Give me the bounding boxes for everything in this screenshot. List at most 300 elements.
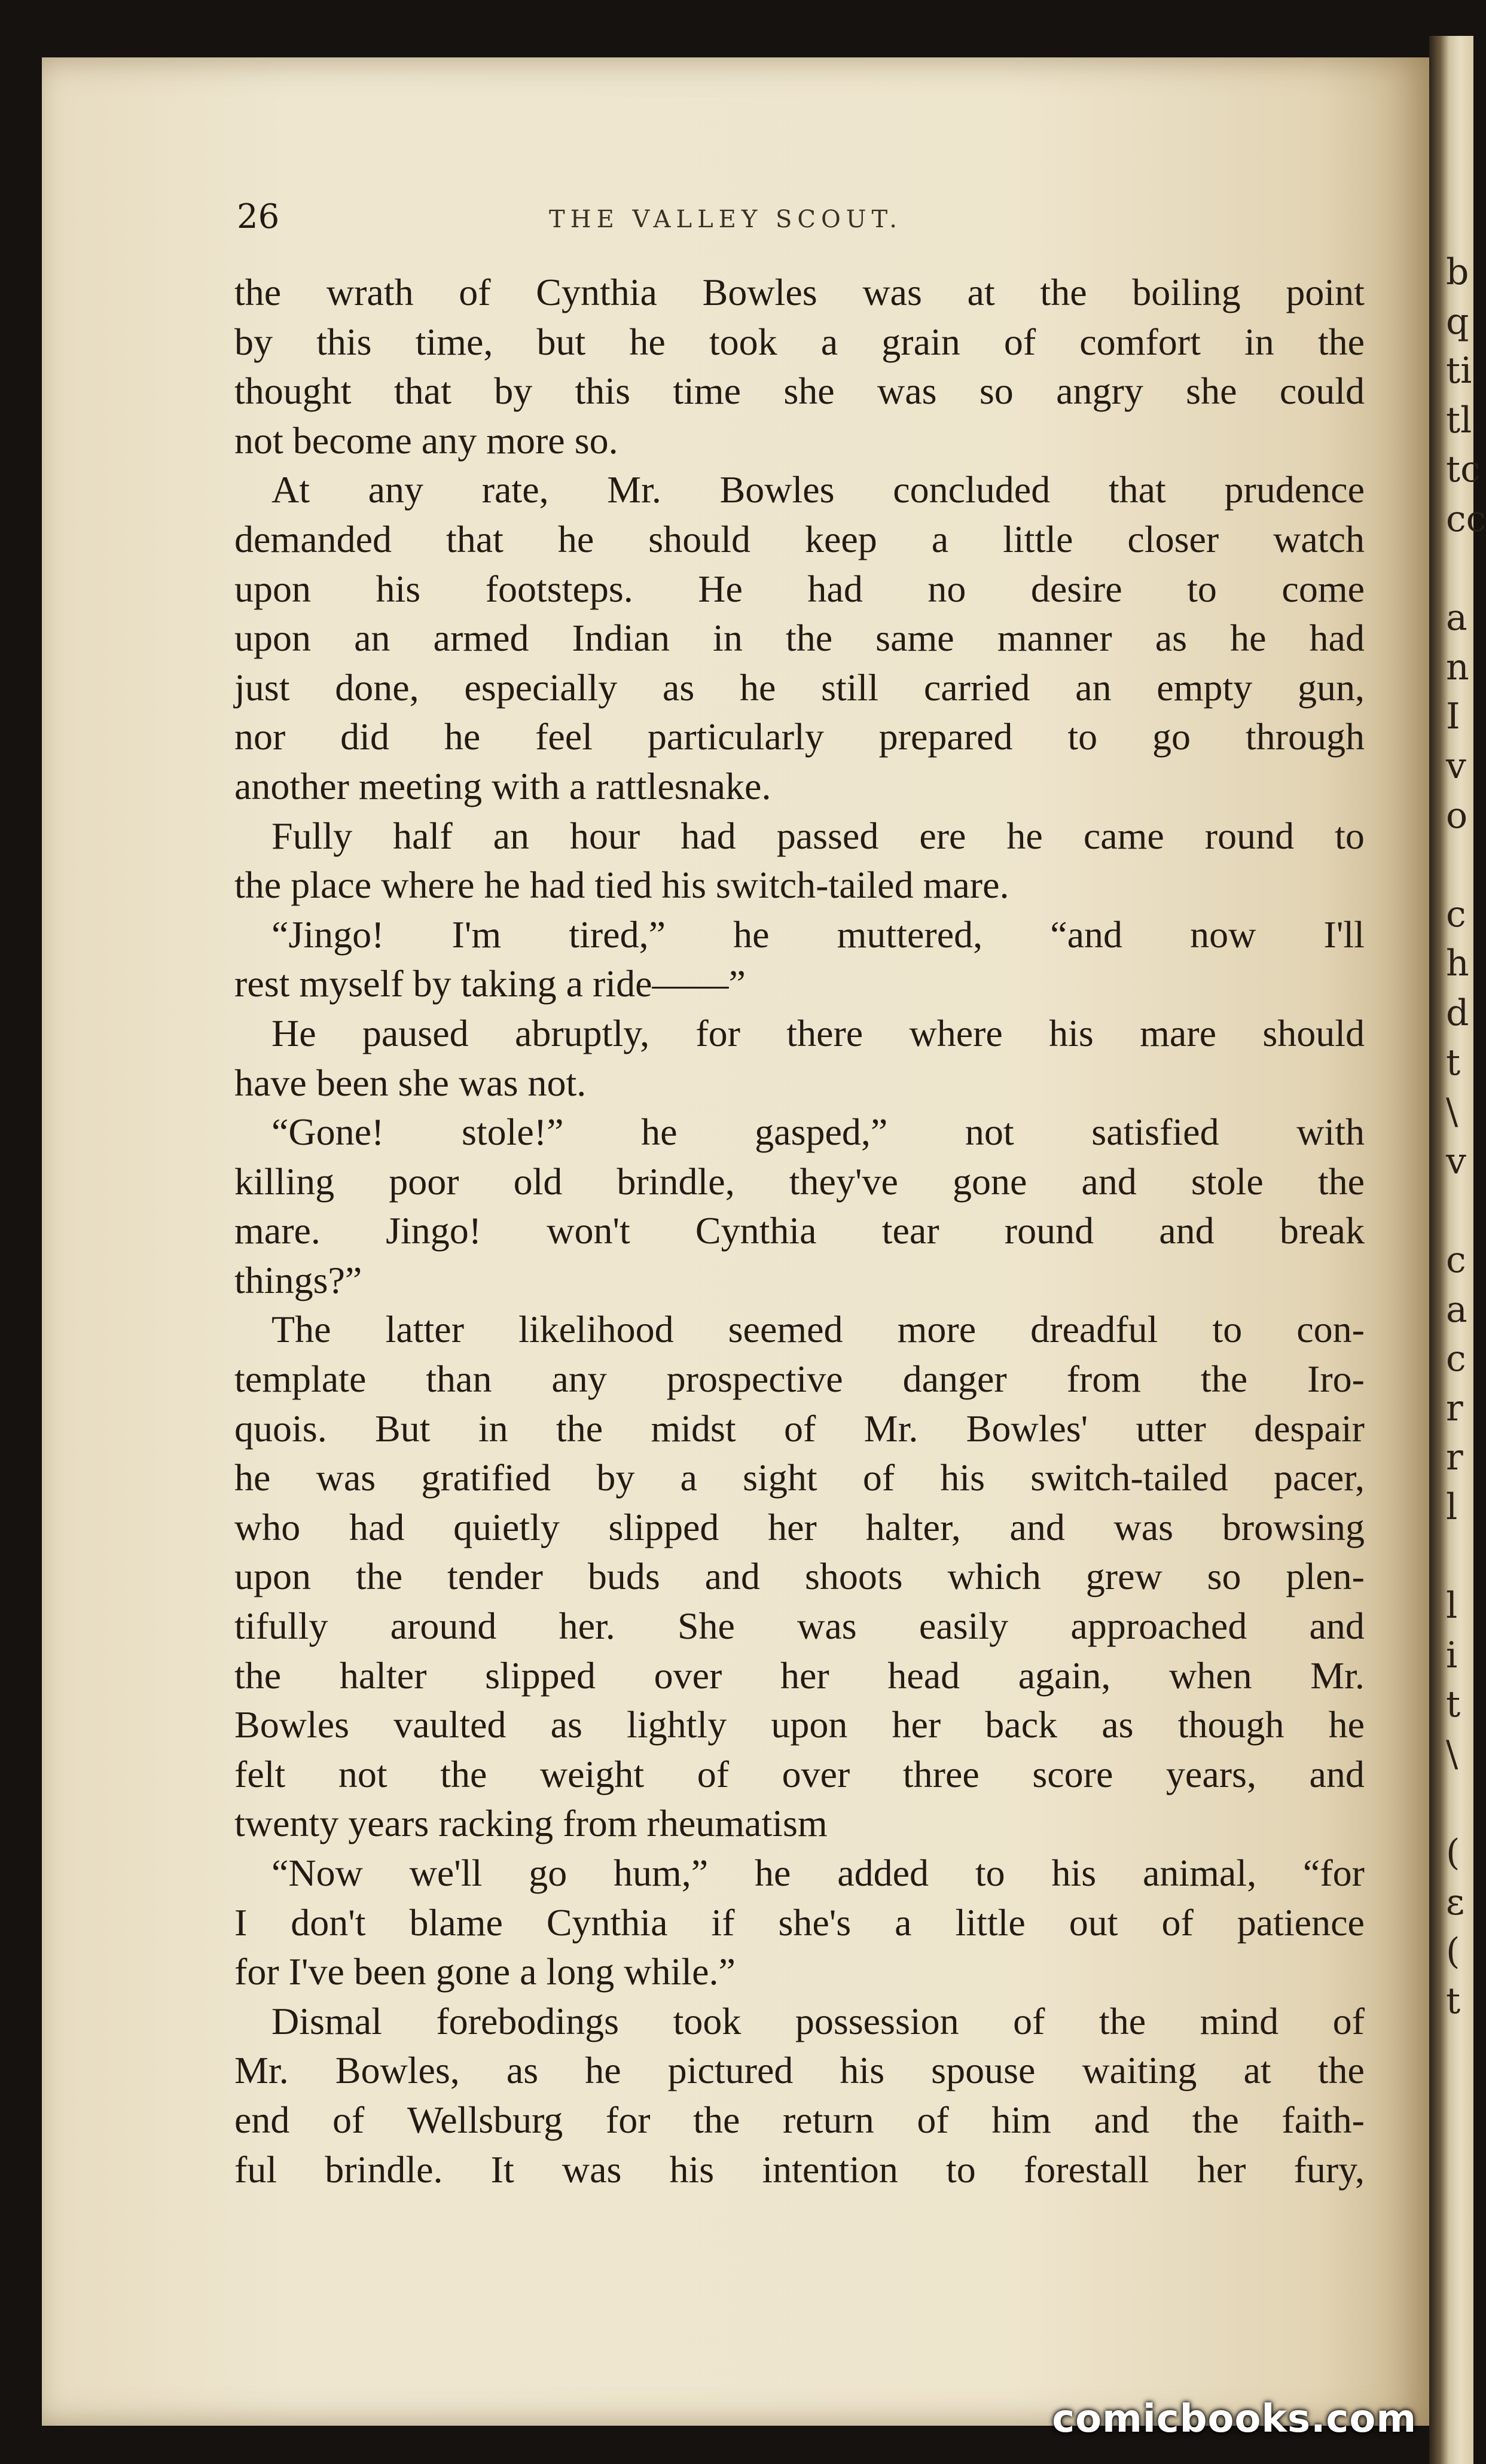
word: footsteps.	[485, 567, 633, 610]
word: as	[662, 666, 695, 709]
word: armed	[433, 617, 529, 660]
word: came	[1083, 814, 1164, 857]
word: he	[739, 666, 776, 709]
word: grew	[1085, 1555, 1162, 1598]
word: years,	[1165, 1752, 1256, 1795]
word: than	[426, 1358, 492, 1401]
word: upon	[234, 1555, 311, 1598]
word: blame	[409, 1901, 503, 1944]
word: prepared	[878, 715, 1013, 758]
word: Bowles'	[966, 1407, 1088, 1450]
word: pictured	[667, 2049, 794, 2092]
next-page-letter: d	[1446, 992, 1469, 1034]
word: upon	[234, 567, 311, 610]
word: a	[680, 1456, 697, 1499]
text-line	[234, 2046, 1365, 2096]
word: a	[569, 764, 596, 807]
word: sight	[743, 1456, 817, 1499]
word: from	[1066, 1358, 1141, 1401]
word: so	[979, 370, 1014, 413]
next-page-letter: v	[1446, 745, 1466, 787]
word: the	[1040, 271, 1087, 313]
word: browsing	[1222, 1505, 1365, 1548]
word: switch-tailed	[1030, 1456, 1228, 1499]
word: I	[234, 1901, 248, 1944]
word: desire	[1030, 567, 1122, 610]
word: the	[440, 1752, 487, 1795]
word: he	[733, 913, 770, 956]
word: his	[1051, 1852, 1097, 1894]
word: more	[486, 419, 575, 462]
word: patience	[1237, 1901, 1365, 1944]
word: this	[575, 370, 630, 413]
next-page-letter: o	[1446, 794, 1468, 837]
word: any	[551, 1358, 607, 1401]
word: as	[506, 2049, 539, 2092]
word: and	[1081, 1160, 1137, 1203]
next-page-letter: tl	[1446, 399, 1472, 441]
word: the	[1099, 1999, 1146, 2042]
word: taking	[460, 962, 566, 1005]
word: again,	[1018, 1654, 1111, 1697]
word: carried	[923, 666, 1030, 709]
word: if	[711, 1901, 735, 1944]
word: Indian	[572, 617, 670, 660]
word: likelihood	[518, 1308, 674, 1351]
word: been	[316, 1061, 398, 1104]
word: her	[768, 1505, 817, 1548]
word: his	[840, 2049, 885, 2092]
word: animal,	[1142, 1852, 1257, 1894]
word: by	[596, 1456, 635, 1499]
word: an	[354, 617, 390, 660]
word: halter	[339, 1654, 427, 1697]
word: spouse	[931, 2049, 1036, 2092]
text-line	[234, 2145, 1365, 2195]
word: a	[931, 517, 949, 560]
word: slipped	[485, 1654, 596, 1697]
word: as	[550, 1703, 582, 1746]
next-page-letter: t	[1446, 1684, 1461, 1726]
next-page-letter: (	[1446, 1931, 1460, 1973]
word: he	[641, 1111, 678, 1154]
word: he	[1230, 617, 1267, 660]
word: plen-	[1286, 1555, 1365, 1598]
word: and	[704, 1555, 761, 1598]
next-page-letter: t	[1446, 1980, 1461, 2022]
word: The	[271, 1308, 331, 1351]
word: thought	[234, 370, 352, 413]
next-page-letter: v	[1446, 1140, 1466, 1182]
word: same	[875, 617, 954, 660]
word: his	[376, 567, 421, 610]
word: she	[783, 370, 835, 413]
next-page-letter: t	[1446, 1041, 1461, 1084]
word: been	[353, 1950, 436, 1993]
word: tifully	[234, 1605, 328, 1648]
word: the	[234, 864, 291, 907]
word: who	[234, 1505, 301, 1548]
word: half	[393, 814, 453, 857]
text-line	[234, 1404, 1365, 1454]
text-line	[234, 1355, 1365, 1404]
next-page-letter: b	[1446, 251, 1469, 293]
word: he	[1006, 814, 1043, 857]
word: and	[1309, 1605, 1365, 1648]
text-line	[234, 1059, 1365, 1108]
word: possession	[795, 1999, 959, 2042]
word: wrath	[326, 271, 414, 313]
word: hum,”	[614, 1852, 709, 1894]
word: old	[513, 1160, 563, 1203]
word: Fully	[271, 814, 353, 857]
word: was	[458, 1061, 528, 1104]
word: of	[784, 1407, 816, 1450]
word: he	[444, 715, 481, 758]
next-page-letter: r	[1446, 1437, 1463, 1479]
word: her	[1197, 2148, 1246, 2191]
word: not	[234, 419, 293, 462]
word: that	[393, 370, 451, 413]
word: “and	[1050, 913, 1123, 956]
word: did	[340, 715, 389, 758]
text-line	[234, 1503, 1365, 1553]
word: round	[1004, 1209, 1094, 1252]
word: we'll	[409, 1852, 483, 1894]
text-line	[234, 1602, 1365, 1651]
text-line	[234, 2096, 1365, 2145]
word: of	[1161, 1901, 1194, 1944]
next-page-letter: c	[1446, 1338, 1466, 1380]
word: Cynthia	[546, 1901, 668, 1944]
word: a	[895, 1901, 912, 1944]
text-line	[234, 416, 1365, 466]
word: brindle,	[617, 1160, 735, 1203]
word: go	[1152, 715, 1191, 758]
word: as	[1155, 617, 1187, 660]
word: there	[786, 1011, 863, 1054]
word: upon	[234, 617, 311, 660]
word: to	[1335, 814, 1365, 857]
text-line	[234, 515, 1365, 565]
word: should	[648, 517, 750, 560]
next-page-letter: c	[1446, 1239, 1466, 1281]
text-line	[234, 614, 1365, 663]
word: rate,	[481, 468, 549, 511]
word: of	[332, 2098, 365, 2141]
word: the	[556, 1407, 603, 1450]
word: the	[1317, 1160, 1365, 1203]
word: utter	[1136, 1407, 1206, 1450]
word: gone	[952, 1160, 1027, 1203]
text-line	[234, 1453, 1365, 1503]
word: any	[368, 468, 424, 511]
word: with	[1296, 1111, 1365, 1154]
word: seemed	[728, 1308, 843, 1351]
text-line	[234, 1009, 1365, 1059]
word: manner	[997, 617, 1112, 660]
text-line	[234, 663, 1365, 713]
word: passed	[776, 814, 879, 857]
word: he	[484, 864, 530, 907]
word: especially	[464, 666, 618, 709]
next-page-letter: n	[1446, 646, 1469, 688]
text-line	[234, 1108, 1365, 1157]
word: angry	[1056, 370, 1143, 413]
word: feel	[535, 715, 593, 758]
next-page-letter: a	[1446, 1288, 1467, 1331]
next-page-letter: ε	[1446, 1881, 1465, 1923]
word: a	[820, 320, 838, 363]
word: rest	[234, 962, 300, 1005]
word: his	[669, 2148, 715, 2191]
word: the	[1200, 1358, 1248, 1401]
word: Wellsburg	[407, 2098, 563, 2141]
word: he	[629, 320, 666, 363]
word: which	[947, 1555, 1041, 1598]
word: round	[1204, 814, 1295, 857]
word: the	[355, 1555, 403, 1598]
word: in	[478, 1407, 508, 1450]
next-page-letter: tc	[1446, 449, 1481, 491]
text-line	[234, 1849, 1365, 1898]
word: racking	[438, 1802, 563, 1845]
word: grain	[881, 320, 960, 363]
word: over	[782, 1752, 850, 1795]
next-page-letter: r	[1446, 1387, 1463, 1429]
word: had	[681, 814, 736, 857]
word: not.	[527, 1061, 587, 1104]
word: over	[654, 1654, 722, 1697]
word: as	[1101, 1703, 1134, 1746]
word: from	[563, 1802, 647, 1845]
word: “for	[1302, 1852, 1365, 1894]
word: con-	[1296, 1308, 1365, 1351]
word: of	[917, 2098, 949, 2141]
running-head	[190, 197, 1386, 245]
word: shoots	[804, 1555, 903, 1598]
word: had	[1309, 617, 1365, 660]
next-page-letter: c	[1446, 893, 1466, 935]
word: the	[785, 617, 833, 660]
word: approached	[1070, 1605, 1247, 1648]
word: was	[1113, 1505, 1174, 1548]
word: that	[1108, 468, 1166, 511]
next-page-letter: a	[1446, 597, 1467, 639]
word: for	[605, 2098, 651, 2141]
word: of	[1332, 1999, 1365, 2042]
word: Bowles	[234, 1703, 349, 1746]
next-page-letter: (	[1446, 1832, 1460, 1874]
word: was	[877, 370, 937, 413]
word: the	[1317, 2049, 1365, 2092]
word: where	[909, 1011, 1003, 1054]
word: nor	[234, 715, 286, 758]
word: tired,”	[569, 913, 666, 956]
word: Cynthia	[695, 1209, 817, 1252]
next-page-letter: \	[1446, 1091, 1458, 1133]
word: stole	[1191, 1160, 1264, 1203]
next-page-letter: \	[1446, 1733, 1458, 1775]
word: Cynthia	[536, 271, 657, 313]
word: Mr.	[234, 2049, 289, 2092]
word: pacer,	[1273, 1456, 1365, 1499]
word: watch	[1273, 517, 1365, 560]
word: break	[1279, 1209, 1365, 1252]
word: out	[1069, 1901, 1118, 1944]
word: She	[677, 1605, 735, 1648]
word: faith-	[1281, 2098, 1365, 2141]
word: upon	[771, 1703, 848, 1746]
word: time	[673, 370, 742, 413]
word: had	[529, 864, 595, 907]
text-line	[234, 565, 1365, 614]
word: won't	[547, 1209, 630, 1252]
word: through	[1245, 715, 1365, 758]
word: not	[338, 1752, 387, 1795]
word: ride——”	[592, 962, 746, 1005]
word: by	[494, 370, 533, 413]
word: slipped	[608, 1505, 719, 1548]
word: things?”	[234, 1258, 362, 1301]
text-line	[234, 268, 1365, 318]
word: three	[902, 1752, 980, 1795]
text-line	[234, 861, 1365, 910]
text-line	[234, 367, 1365, 416]
word: had	[807, 567, 863, 610]
word: I'll	[1323, 913, 1365, 956]
text-line	[234, 1898, 1365, 1948]
word: end	[234, 2098, 290, 2141]
word: weight	[539, 1752, 645, 1795]
word: he	[557, 517, 594, 560]
word: her.	[559, 1605, 615, 1648]
word: “Now	[271, 1852, 363, 1894]
word: still	[821, 666, 879, 709]
next-page-letter: I	[1446, 696, 1460, 738]
word: dreadful	[1030, 1308, 1158, 1351]
word: Bowles	[702, 271, 817, 313]
word: to	[1187, 567, 1217, 610]
word: felt	[234, 1752, 286, 1795]
word: concluded	[893, 468, 1051, 511]
word: little	[1003, 517, 1073, 560]
next-page-letter: h	[1446, 943, 1469, 985]
word: where	[381, 864, 484, 907]
word: Mr.	[1310, 1654, 1365, 1697]
word: Mr.	[863, 1407, 919, 1450]
word: in	[713, 617, 743, 660]
word: twenty	[234, 1802, 349, 1845]
text-line	[234, 1206, 1365, 1256]
word: tied	[594, 864, 662, 907]
word: any	[421, 419, 487, 462]
word: to	[1212, 1308, 1243, 1351]
word: back	[985, 1703, 1058, 1746]
text-line	[234, 465, 1365, 515]
word: added	[837, 1852, 929, 1894]
word: just	[234, 666, 290, 709]
word: gasped,”	[755, 1111, 888, 1154]
word: forestall	[1023, 2148, 1149, 2191]
word: myself	[299, 962, 413, 1005]
text-line	[234, 1157, 1365, 1207]
word: mind	[1200, 1999, 1279, 2042]
body-text	[234, 268, 1365, 2194]
word: particularly	[647, 715, 824, 758]
word: It	[490, 2148, 514, 2191]
word: I'm	[451, 913, 502, 956]
book-title: THE VALLEY SCOUT.	[549, 206, 903, 233]
text-line	[234, 712, 1365, 762]
word: comfort	[1079, 320, 1201, 363]
word: and	[1009, 1505, 1065, 1548]
word: template	[234, 1358, 367, 1401]
word: muttered,	[837, 913, 983, 956]
word: a	[520, 1950, 547, 1993]
word: that	[446, 517, 504, 560]
text-line	[234, 1997, 1365, 2047]
word: at	[1243, 2049, 1271, 2092]
word: could	[1279, 370, 1365, 413]
word: by	[234, 320, 273, 363]
word: head	[887, 1654, 960, 1697]
word: Mr.	[607, 468, 661, 511]
text-line	[234, 1651, 1365, 1701]
word: a	[566, 962, 593, 1005]
word: Bowles	[719, 468, 835, 511]
word: the	[1192, 2098, 1239, 2141]
word: place	[291, 864, 382, 907]
word: tender	[447, 1555, 543, 1598]
word: easily	[919, 1605, 1009, 1648]
word: no	[927, 567, 966, 610]
word: should	[1262, 1011, 1365, 1054]
text-line	[234, 910, 1365, 960]
word: when	[1168, 1654, 1252, 1697]
word: boiling	[1132, 271, 1241, 313]
word: this	[316, 320, 372, 363]
word: was	[562, 2148, 622, 2191]
word: poor	[389, 1160, 459, 1203]
word: vaulted	[393, 1703, 506, 1746]
word: return	[782, 2098, 874, 2141]
word: time,	[415, 320, 493, 363]
word: of	[1003, 320, 1036, 363]
page-number: 26	[237, 197, 280, 236]
word: have	[234, 1061, 316, 1104]
word: He	[698, 567, 743, 610]
text-line	[234, 1256, 1365, 1306]
word: become	[292, 419, 422, 462]
next-page-edge	[1441, 251, 1486, 2464]
word: the	[234, 1654, 282, 1697]
word: he	[755, 1852, 791, 1894]
word: satisfied	[1091, 1111, 1219, 1154]
word: fury,	[1293, 2148, 1365, 2191]
word: more	[897, 1308, 977, 1351]
word: rattlesnake.	[596, 764, 771, 807]
word: the	[234, 271, 282, 313]
word: so	[1207, 1555, 1241, 1598]
word: “Gone!	[271, 1111, 385, 1154]
word: of	[1013, 1999, 1045, 2042]
word: Iro-	[1307, 1358, 1365, 1401]
word: while.”	[624, 1950, 736, 1993]
word: gun,	[1297, 666, 1365, 709]
word: prospective	[666, 1358, 843, 1401]
text-line	[234, 1799, 1365, 1849]
